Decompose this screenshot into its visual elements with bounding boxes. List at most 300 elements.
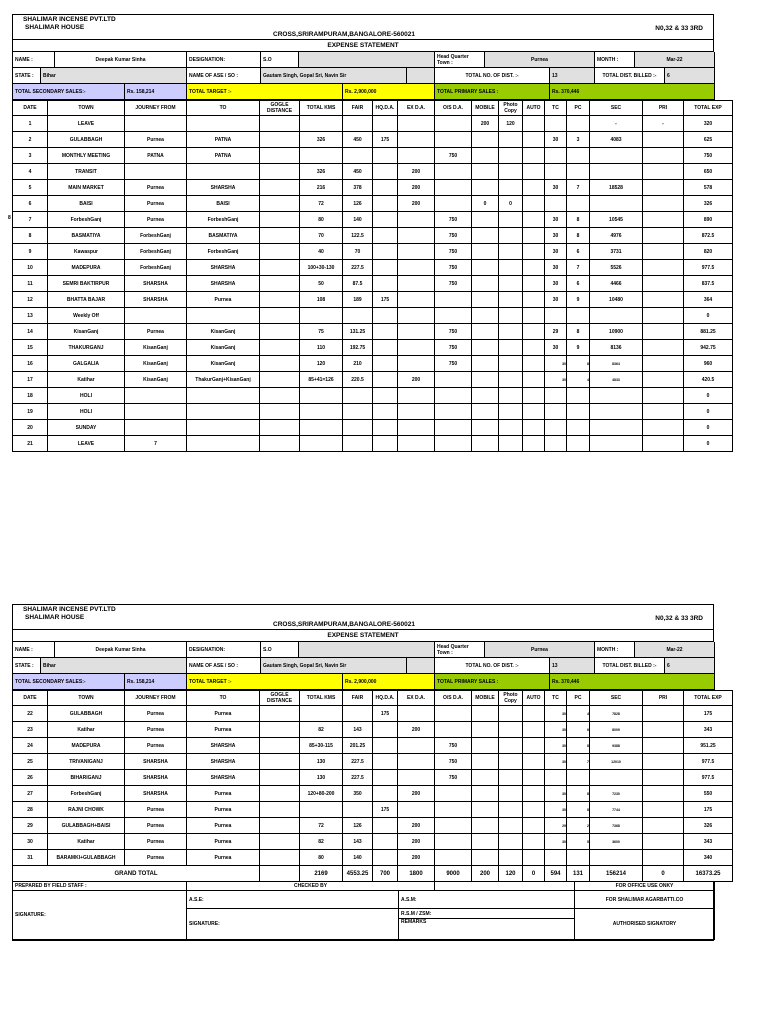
for-company: FOR SHALIMAR AGARBATTI.CO [575,891,715,909]
name-label: NAME : [13,52,55,68]
cell-tc: 30 [545,228,567,244]
table-row [13,706,733,722]
cell-pri [643,420,684,436]
col-header-os-da: O/S D.A. [435,691,472,706]
cell-photo-copy [499,372,523,388]
table-row [13,260,733,276]
cell-pc: 5 [567,834,590,850]
cell-total-exp: 820 [684,244,733,260]
cell-to: Purnea [187,802,260,818]
cell-os-da: 750 [435,260,472,276]
cell-ex-da: 200 [398,786,435,802]
blank-cell [407,68,435,84]
cell-tc: 30 [545,802,567,818]
cell-town: RAJNI CHOWK [48,802,125,818]
cell-total-exp: 650 [684,164,733,180]
cell-town: BASMATIYA [48,228,125,244]
primary-sales-value: Rs. 370,446 [550,84,715,100]
cell-ex-da [398,292,435,308]
cell-total-kms: 72 [300,818,343,834]
cell-ex-da [398,706,435,722]
cell-sec: 7744 [590,802,643,818]
cell-photo-copy [499,420,523,436]
cell-to: Purnea [187,706,260,722]
cell-total-exp: 326 [684,196,733,212]
col-header-photo-copy: Photo Copy [499,691,523,706]
cell-os-da: 750 [435,276,472,292]
cell-tc [545,436,567,452]
cell-gogle-distance [260,738,300,754]
cell-gogle-distance [260,850,300,866]
table-row [13,722,733,738]
cell-mobile [472,260,499,276]
dist-label: TOTAL NO. OF DIST. :- [435,658,550,674]
table-row [13,356,733,372]
cell-to: Purnea [187,850,260,866]
cell-hq-da [373,404,398,420]
cell-fair: 192.75 [343,340,373,356]
designation-label: DESIGNATION: [187,642,261,658]
col-header-ex-da: EX D.A. [398,691,435,706]
cell-total-exp: 420.5 [684,372,733,388]
cell-journey-from: Purnea [125,324,187,340]
cell-auto [523,180,545,196]
cell-mobile [472,436,499,452]
cell-tc: 30 [545,706,567,722]
cell-fair: 70 [343,244,373,260]
billed-value: 6 [665,658,715,674]
cell-auto [523,244,545,260]
cell-ex-da [398,340,435,356]
cell-total-exp: 0 [684,388,733,404]
cell-journey-from [125,308,187,324]
cell-total-kms [300,706,343,722]
cell-mobile [472,770,499,786]
cell-to: BAISI [187,196,260,212]
table-row [13,802,733,818]
cell-ex-da [398,228,435,244]
cell-to: KisanGanj [187,324,260,340]
col-header-town: TOWN [48,101,125,116]
cell-photo-copy [499,436,523,452]
expense-sheet-1 [12,14,722,452]
cell-pri [643,802,684,818]
cell-auto [523,786,545,802]
dist-value: 13 [550,658,595,674]
cell-total-kms [300,436,343,452]
col-header-to: TO [187,691,260,706]
cell-gogle-distance [260,228,300,244]
cell-town: MAIN MARKET [48,180,125,196]
sec-sales-value: Rs. 158,214 [125,674,187,690]
cell-pri [643,164,684,180]
cell-date: 26 [13,770,48,786]
cell-pc [567,164,590,180]
cell-total-kms: 326 [300,164,343,180]
cell-tc: 30 [545,276,567,292]
cell-total-exp: 343 [684,834,733,850]
cell-town: BHATTA BAJAR [48,292,125,308]
cell-pri [643,738,684,754]
cell-pri [643,244,684,260]
cell-tc: 30 [545,834,567,850]
cell-mobile [472,802,499,818]
cell-total-kms: 130 [300,754,343,770]
cell-gogle-distance [260,340,300,356]
cell-total-exp: 175 [684,802,733,818]
cell-total-kms: 120+80-200 [300,786,343,802]
cell-photo-copy [499,132,523,148]
cell-total-kms: 70 [300,228,343,244]
cell-pri: - [643,116,684,132]
cell-ex-da: 200 [398,722,435,738]
cell-journey-from: SHARSHA [125,292,187,308]
cell-hq-da [373,324,398,340]
cell-pc: 6 [567,244,590,260]
cell-hq-da [373,420,398,436]
cell-hq-da [373,164,398,180]
cell-ex-da: 200 [398,818,435,834]
cell-to [187,116,260,132]
cell-photo-copy [499,340,523,356]
cell-date: 29 [13,818,48,834]
cell-date: 31 [13,850,48,866]
cell-mobile [472,228,499,244]
cell-total-kms: 120 [300,356,343,372]
cell-fair: 220.5 [343,372,373,388]
cell-gogle-distance [260,706,300,722]
primary-sales-value: Rs. 370,446 [550,674,715,690]
cell-auto [523,116,545,132]
cell-total-kms: 85+41=126 [300,372,343,388]
cell-pri [643,818,684,834]
cell-pc [567,436,590,452]
cell-ex-da [398,436,435,452]
cell-pri [643,786,684,802]
cell-photo-copy [499,834,523,850]
cell-to: SHARSHA [187,738,260,754]
statement-title: EXPENSE STATEMENT [12,629,714,641]
cell-town: BARAMKI+GULABBAGH [48,850,125,866]
cell-photo-copy [499,706,523,722]
cell-auto [523,754,545,770]
target-label: TOTAL TARGET :- [187,674,343,690]
hq-label: Head Quarter Town : [435,642,485,658]
cell-sec: 3731 [590,244,643,260]
col-header-to: TO [187,101,260,116]
col-header-date: DATE [13,691,48,706]
col-header-os-da: O/S D.A. [435,101,472,116]
cell-pc: 3 [567,132,590,148]
cell-date: 15 [13,340,48,356]
cell-os-da [435,164,472,180]
cell-total-exp: 750 [684,148,733,164]
cell-date: 24 [13,738,48,754]
cell-os-da: 750 [435,340,472,356]
cell-photo-copy [499,722,523,738]
cell-hq-da: 175 [373,706,398,722]
cell-date: 12 [13,292,48,308]
cell-to: KisanGanj [187,356,260,372]
cell-hq-da [373,850,398,866]
employee-name: Deepak Kumar Sinha [55,642,187,658]
cell-hq-da [373,148,398,164]
cell-pri [643,260,684,276]
asm-sign-label: A.S.M: [399,891,575,909]
cell-os-da [435,706,472,722]
cell-os-da: 750 [435,324,472,340]
cell-gogle-distance [260,818,300,834]
cell-gogle-distance [260,388,300,404]
cell-tc: 30 [545,372,567,388]
cell-total-exp: 890 [684,212,733,228]
cell-mobile [472,850,499,866]
cell-mobile [472,372,499,388]
cell-town: MONTHLY MEETING [48,148,125,164]
col-header-auto: AUTO [523,101,545,116]
cell-town: HOLI [48,404,125,420]
cell-date: 3 [13,148,48,164]
grand-total-row [13,866,733,882]
cell-hq-da: 175 [373,132,398,148]
cell-photo-copy [499,754,523,770]
cell-to: BASMATIYA [187,228,260,244]
company-house: SHALIMAR HOUSE [25,614,85,621]
col-header-total-exp: TOTAL EXP [684,691,733,706]
cell-pc: 8 [567,786,590,802]
grand-total-sec: 0 [643,866,684,882]
address-number: N0,32 & 33 3RD [655,25,703,32]
cell-pc: 9 [567,340,590,356]
cell-os-da [435,786,472,802]
cell-journey-from [125,420,187,436]
cell-ex-da: 200 [398,834,435,850]
cell-mobile [472,164,499,180]
cell-total-exp: 550 [684,786,733,802]
dist-value: 13 [550,68,595,84]
cell-total-kms [300,388,343,404]
cell-auto [523,164,545,180]
cell-photo-copy: 0 [499,196,523,212]
ase-label: NAME OF ASE / SO : [187,68,261,84]
cell-gogle-distance [260,260,300,276]
cell-tc: 30 [545,244,567,260]
cell-mobile [472,324,499,340]
cell-pri [643,180,684,196]
col-header-total-kms: TOTAL KMS [300,691,343,706]
cell-hq-da [373,738,398,754]
cell-auto [523,770,545,786]
cell-total-exp: 977.5 [684,260,733,276]
cell-sec: 7368 [590,818,643,834]
table-row [13,388,733,404]
sec-sales-value: Rs. 158,214 [125,84,187,100]
col-header-auto: AUTO [523,691,545,706]
col-header-total-kms: TOTAL KMS [300,101,343,116]
cell-sec [590,164,643,180]
cell-tc [545,388,567,404]
cell-sec [590,436,643,452]
target-value: Rs. 2,900,000 [343,84,435,100]
col-header-total-exp: TOTAL EXP [684,101,733,116]
cell-ex-da: 200 [398,180,435,196]
col-header-tc: TC [545,691,567,706]
cell-pri [643,850,684,866]
grand-total-tc: 131 [567,866,590,882]
cell-photo-copy [499,738,523,754]
cell-pri [643,340,684,356]
cell-journey-from: 7 [125,436,187,452]
cell-tc: 30 [545,356,567,372]
cell-total-kms: 100+30-130 [300,260,343,276]
col-header-town: TOWN [48,691,125,706]
cell-journey-from: Purnea [125,818,187,834]
cell-pc: 8 [567,212,590,228]
cell-fair [343,388,373,404]
office-use: FOR OFFICE USE ONKY [575,882,715,891]
cell-date: 7 [13,212,48,228]
cell-hq-da [373,212,398,228]
authorised-signatory: AUTHORISED SIGNATORY [575,909,715,940]
cell-auto [523,420,545,436]
cell-pc: 7 [567,754,590,770]
grand-total-mobile: 120 [499,866,523,882]
col-header-gogle-distance: GOGLE DISTANCE [260,691,300,706]
cell-sec [590,404,643,420]
cell-sec [590,850,643,866]
cell-to: PATNA [187,132,260,148]
month-value: Mar-22 [635,642,715,658]
signature-label-2: SIGNATURE: [187,909,399,940]
cell-total-kms: 82 [300,722,343,738]
cell-journey-from: SHARSHA [125,786,187,802]
cell-photo-copy [499,308,523,324]
grand-total-gogle-distance [260,866,300,882]
cell-auto [523,228,545,244]
cell-hq-da [373,196,398,212]
cell-sec: - [590,116,643,132]
cell-fair: 126 [343,196,373,212]
cell-gogle-distance [260,770,300,786]
cell-ex-da [398,324,435,340]
cell-hq-da: 175 [373,292,398,308]
cell-auto [523,260,545,276]
blank-cell [299,642,435,658]
cell-mobile [472,404,499,420]
cell-date: 11 [13,276,48,292]
cell-mobile [472,738,499,754]
cell-os-da [435,292,472,308]
billed-value: 6 [665,68,715,84]
cell-ex-da: 200 [398,164,435,180]
cell-pri [643,196,684,212]
cell-total-exp: 942.75 [684,340,733,356]
cell-ex-da [398,148,435,164]
cell-mobile [472,786,499,802]
cell-fair: 210 [343,356,373,372]
cell-fair [343,308,373,324]
cell-town: HOLI [48,388,125,404]
col-header-journey-from: JOURNEY FROM [125,101,187,116]
cell-fair: 450 [343,132,373,148]
cell-total-kms [300,148,343,164]
cell-sec: 7230 [590,786,643,802]
cell-date: 9 [13,244,48,260]
blank-cell [435,882,575,891]
cell-pc: 8 [567,356,590,372]
company-name: SHALIMAR INCENSE PVT.LTD [23,16,116,23]
cell-tc: 30 [545,260,567,276]
expense-table-1 [12,100,733,452]
table-header [13,101,733,116]
table-row [13,770,733,786]
cell-gogle-distance [260,802,300,818]
cell-gogle-distance [260,276,300,292]
cell-ex-da [398,770,435,786]
cell-photo-copy [499,164,523,180]
ase-sign-label: A.S.E: [187,891,399,909]
cell-sec: 10480 [590,292,643,308]
cell-os-da: 750 [435,356,472,372]
cell-journey-from: Purnea [125,706,187,722]
cell-sec: 18528 [590,180,643,196]
cell-pc: 6 [567,276,590,292]
table-row [13,324,733,340]
cell-os-da [435,372,472,388]
table-row [13,754,733,770]
cell-pc: 8 [567,802,590,818]
table-row [13,228,733,244]
cell-pc: 4 [567,706,590,722]
cell-pri [643,754,684,770]
cell-gogle-distance [260,786,300,802]
cell-ex-da [398,244,435,260]
cell-sec [590,196,643,212]
cell-ex-da [398,212,435,228]
cell-ex-da: 200 [398,850,435,866]
cell-hq-da [373,436,398,452]
cell-sec: 7828 [590,706,643,722]
table-header [13,691,733,706]
col-header-tc: TC [545,101,567,116]
cell-hq-da [373,388,398,404]
grand-total-os-da: 200 [472,866,499,882]
cell-tc: 30 [545,292,567,308]
col-header-hq-da: HQ.D.A. [373,101,398,116]
hq-value: Purnea [485,52,595,68]
cell-hq-da [373,244,398,260]
cell-total-kms [300,308,343,324]
cell-total-exp: 0 [684,404,733,420]
cell-pc [567,388,590,404]
table-row [13,244,733,260]
target-value: Rs. 2,900,000 [343,674,435,690]
cell-gogle-distance [260,324,300,340]
table-row [13,340,733,356]
cell-tc: 30 [545,340,567,356]
cell-hq-da [373,356,398,372]
signature-label: SIGNATURE: [13,891,187,940]
table-row [13,738,733,754]
cell-fair: 87.5 [343,276,373,292]
col-header-sec: SEC [590,101,643,116]
cell-fair [343,148,373,164]
company-name-block [23,16,116,32]
table-body [13,116,733,452]
cell-tc: 30 [545,738,567,754]
grand-total-auto: 594 [545,866,567,882]
cell-sec: 8136 [590,340,643,356]
